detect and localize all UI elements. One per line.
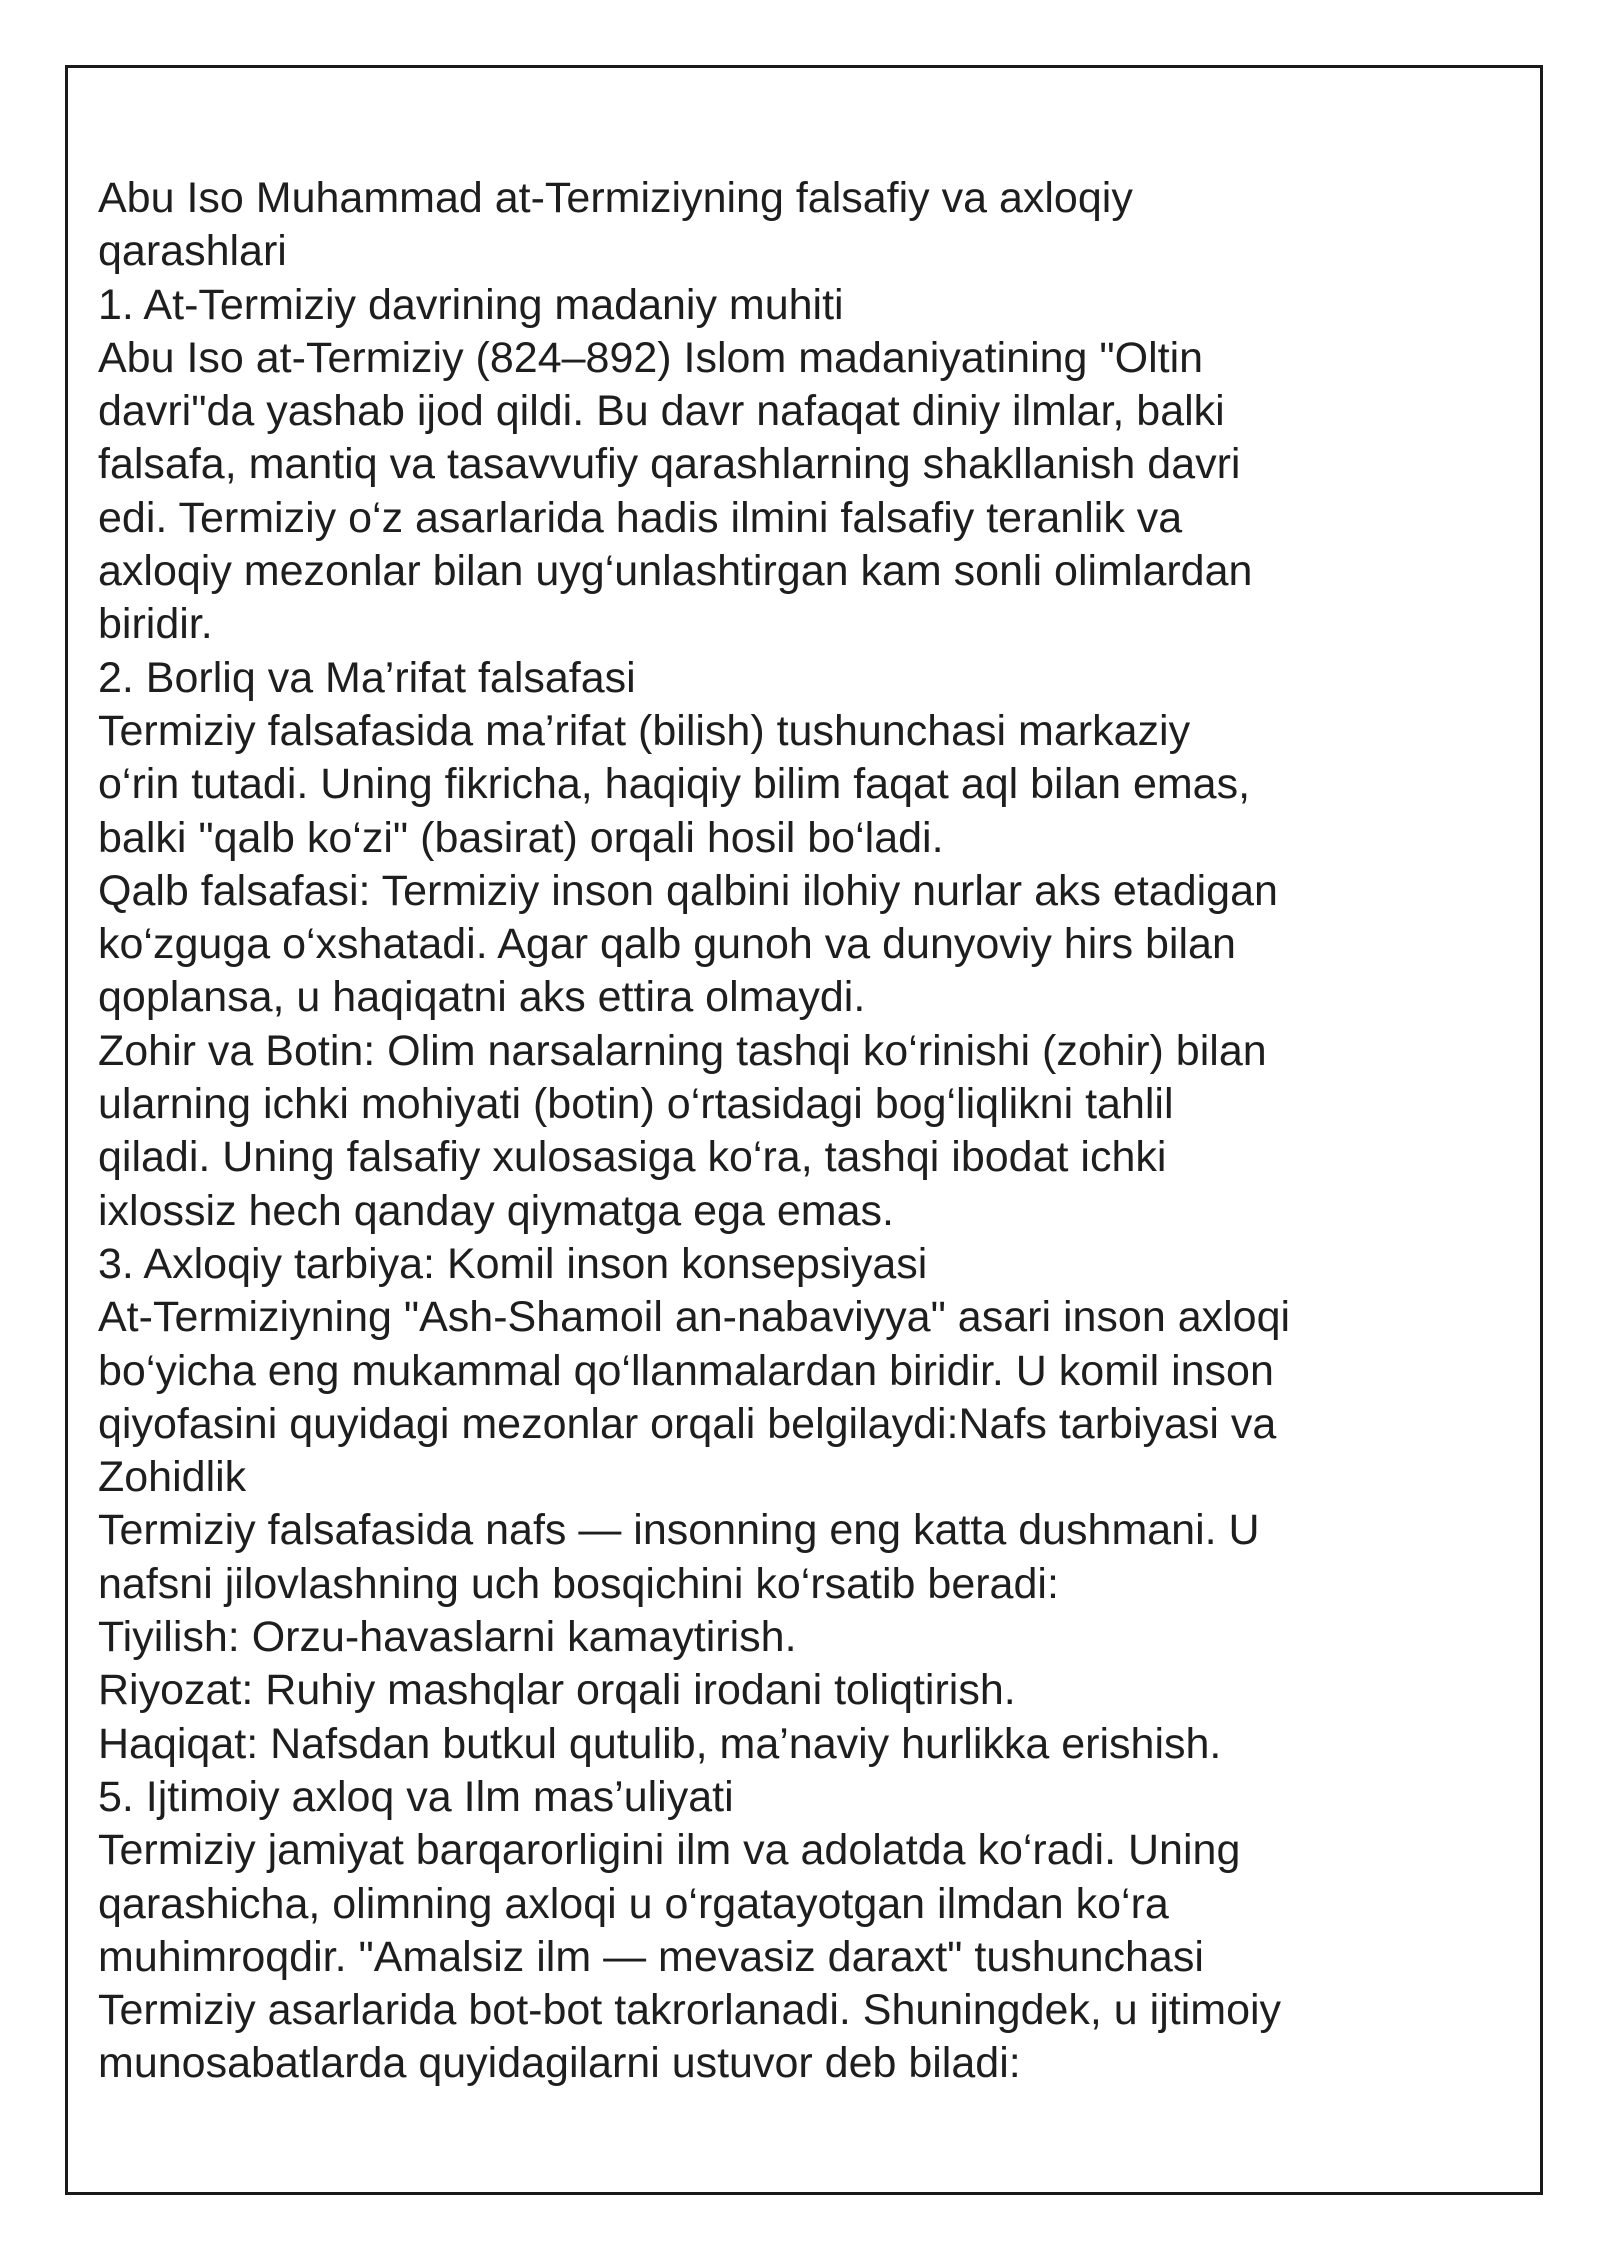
list-item: Tiyilish: Orzu-havaslarni kamaytirish. — [98, 1613, 797, 1662]
paragraph-line: Termiziy falsafasida ma’rifat (bilish) tushunchasi markaziy — [98, 706, 1191, 755]
paragraph-line: edi. Termiziy o‘z asarlarida hadis ilmini falsafiy teranlik va — [98, 493, 1183, 542]
paragraph-line: Termiziy asarlarida bot-bot takrorlanadi. Shuningdek, u ijtimoiy — [98, 1986, 1282, 2035]
paragraph-line: qiyofasini quyidagi mezonlar orqali belgilaydi:Nafs tarbiyasi va — [98, 1399, 1277, 1448]
paragraph-line: biridir. — [98, 600, 213, 649]
paragraph-line: qarashicha, olimning axloqi u o‘rgatayotgan ilmdan ko‘ra — [98, 1879, 1169, 1928]
section-heading: 1. At-Termiziy davrining madaniy muhiti — [98, 280, 844, 329]
paragraph-line: Termiziy jamiyat barqarorligini ilm va adolatda ko‘radi. Uning — [98, 1826, 1241, 1875]
document-text — [98, 172, 1510, 2091]
paragraph-line: Abu Iso at-Termiziy (824–892) Islom madaniyatining "Oltin — [98, 333, 1204, 382]
paragraph-line: axloqiy mezonlar bilan uyg‘unlashtirgan kam sonli olimlardan — [98, 547, 1253, 596]
paragraph-line: Zohidlik — [98, 1453, 247, 1502]
page-frame — [65, 65, 1543, 2195]
list-item: Riyozat: Ruhiy mashqlar orqali irodani toliqtirish. — [98, 1666, 1016, 1715]
paragraph-line: munosabatlarda quyidagilarni ustuvor deb biladi: — [98, 2039, 1021, 2088]
paragraph-line: balki "qalb ko‘zi" (basirat) orqali hosil bo‘ladi. — [98, 813, 944, 862]
section-heading: 5. Ijtimoiy axloq va Ilm mas’uliyati — [98, 1772, 734, 1821]
paragraph-line: o‘rin tutadi. Uning fikricha, haqiqiy bilim faqat aql bilan emas, — [98, 760, 1251, 809]
section-heading: 3. Axloqiy tarbiya: Komil inson konsepsiyasi — [98, 1239, 928, 1288]
list-item: Haqiqat: Nafsdan butkul qutulib, ma’naviy hurlikka erishish. — [98, 1719, 1222, 1768]
paragraph-line: ixlossiz hech qanday qiymatga ega emas. — [98, 1186, 894, 1235]
section-heading: 2. Borliq va Ma’rifat falsafasi — [98, 653, 636, 702]
document-title: Abu Iso Muhammad at-Termiziyning falsafiy va axloqiy — [98, 174, 1133, 222]
paragraph-line: muhimroqdir. "Amalsiz ilm — mevasiz daraxt" tushunchasi — [98, 1932, 1204, 1981]
paragraph-line: bo‘yicha eng mukammal qo‘llanmalardan biridir. U komil inson — [98, 1346, 1274, 1395]
paragraph-line: falsafa, mantiq va tasavvufiy qarashlarning shakllanish davri — [98, 440, 1241, 489]
paragraph-line: ko‘zguga o‘xshatadi. Agar qalb gunoh va dunyoviy hirs bilan — [98, 920, 1236, 969]
paragraph-line: Zohir va Botin: Olim narsalarning tashqi ko‘rinishi (zohir) bilan — [98, 1026, 1267, 1075]
paragraph-line: nafsni jilovlashning uch bosqichini ko‘rsatib beradi: — [98, 1559, 1059, 1608]
document-title: qarashlari — [98, 227, 287, 276]
paragraph-line: davri"da yashab ijod qildi. Bu davr nafaqat diniy ilmlar, balki — [98, 387, 1225, 436]
paragraph-line: Qalb falsafasi: Termiziy inson qalbini ilohiy nurlar aks etadigan — [98, 866, 1278, 915]
paragraph-line: ularning ichki mohiyati (botin) o‘rtasidagi bog‘liqlikni tahlil — [98, 1080, 1174, 1129]
paragraph-line: qoplansa, u haqiqatni aks ettira olmaydi. — [98, 973, 866, 1022]
paragraph-line: At-Termiziyning "Ash-Shamoil an-nabaviyya" asari inson axloqi — [98, 1293, 1291, 1342]
paragraph-line: qiladi. Uning falsafiy xulosasiga ko‘ra, tashqi ibodat ichki — [98, 1133, 1167, 1182]
paragraph-line: Termiziy falsafasida nafs — insonning eng katta dushmani. U — [98, 1506, 1260, 1555]
